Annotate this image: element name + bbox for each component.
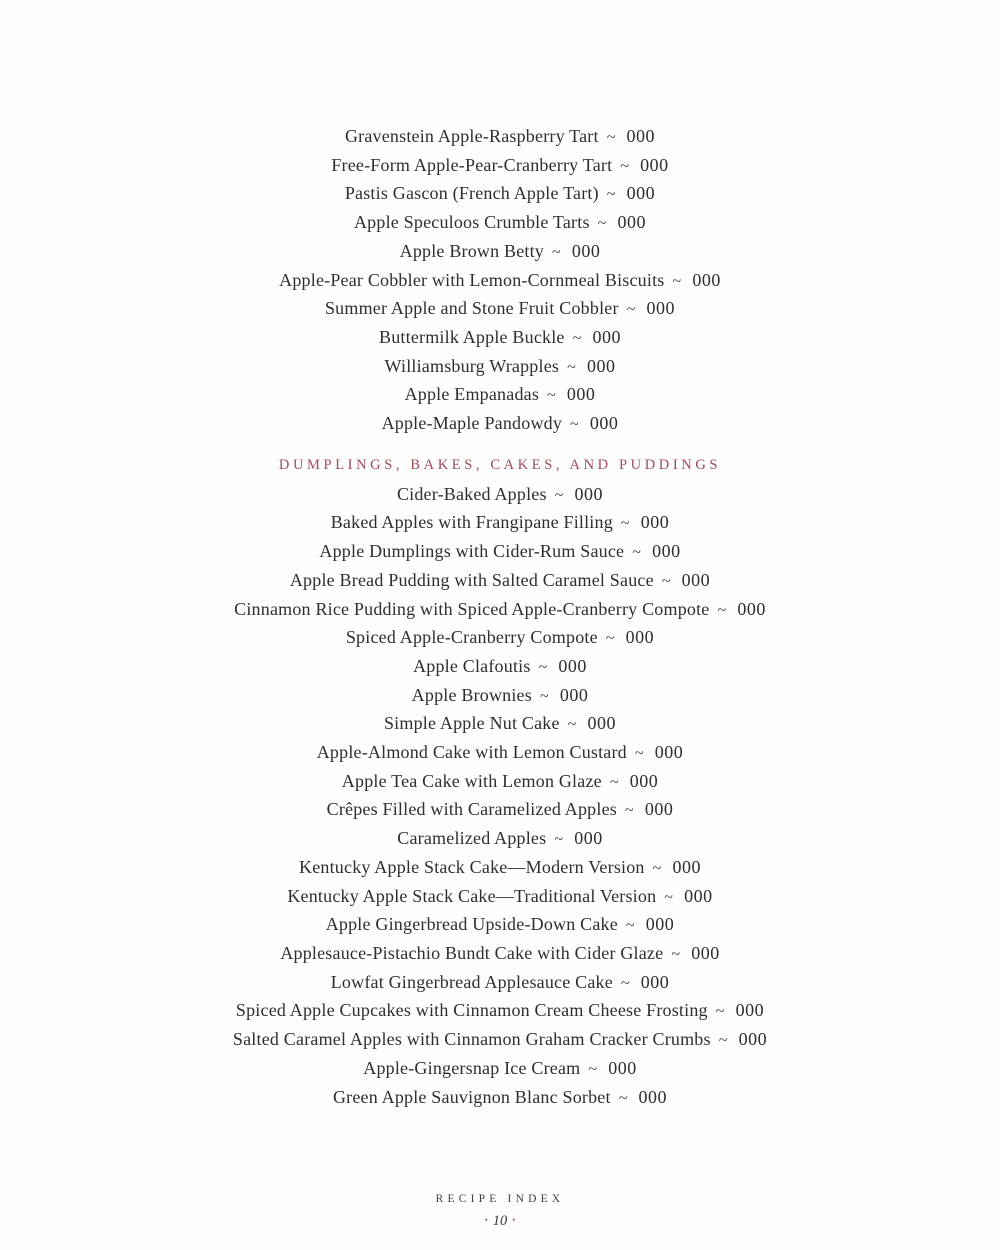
tilde-separator: ~ [554,831,564,849]
recipe-page-number: 000 [559,684,589,705]
recipe-title: Summer Apple and Stone Fruit Cobbler [324,298,619,319]
tilde-separator: ~ [625,917,635,935]
recipe-page-number: 000 [626,183,656,204]
recipe-title: Apple Brownies [411,684,532,705]
recipe-entry [0,1084,1000,1113]
recipe-page-number: 000 [617,212,647,233]
tilde-separator: ~ [606,129,616,146]
recipe-entry [0,1055,1000,1084]
recipe-entry [0,353,1000,382]
recipe-page-number: 000 [645,914,675,935]
recipe-entry [0,238,1000,267]
tilde-separator: ~ [609,773,619,791]
recipe-title: Apple Brown Betty [399,240,545,261]
recipe-title: Caramelized Apples [397,828,547,849]
recipe-title: Kentucky Apple Stack Cake—Modern Version [299,856,645,877]
recipe-page-number: 000 [692,269,721,290]
recipe-entry [0,324,1000,353]
tilde-separator: ~ [652,859,662,877]
recipe-page-number: 000 [574,483,604,504]
recipe-page-number: 000 [626,126,656,146]
recipe-entry [0,883,1000,912]
tilde-separator: ~ [661,572,671,590]
recipe-entry [0,825,1000,854]
recipe-page-number: 000 [625,627,655,648]
tilde-separator: ~ [624,802,634,820]
recipe-title: Crêpes Filled with Caramelized Apples [326,799,617,820]
folio [0,1212,1000,1230]
recipe-title: Lowfat Gingerbread Applesauce Cake [330,971,613,992]
tilde-separator: ~ [547,387,556,405]
recipe-title: Apple Speculoos Crumble Tarts [353,212,590,233]
recipe-title: Apple Bread Pudding with Salted Caramel Sauce [289,569,654,590]
recipe-page-number: 000 [587,713,617,734]
folio-dot-left: • [484,1215,488,1226]
tilde-separator: ~ [588,1060,598,1078]
recipe-title: Buttermilk Apple Buckle [379,326,565,347]
recipe-entry [0,123,1000,152]
recipe-page-number: 000 [558,655,587,676]
recipe-entry [0,997,1000,1026]
tilde-separator: ~ [717,601,727,619]
tilde-separator: ~ [626,301,636,319]
recipe-title: Salted Caramel Apples with Cinnamon Graham Cracker Crumbs [232,1029,711,1050]
recipe-entry [0,796,1000,825]
recipe-page-number: 000 [672,856,701,877]
recipe-entry [0,209,1000,238]
recipe-page-number: 000 [640,971,670,992]
running-footer-label: RECIPE INDEX [435,1193,565,1206]
recipe-page-number: 000 [592,326,621,347]
tilde-separator: ~ [567,716,577,734]
recipe-title: Apple Tea Cake with Lemon Glaze [341,770,602,791]
recipe-entry [0,481,1000,510]
tilde-separator: ~ [620,515,630,533]
recipe-entry [0,295,1000,324]
recipe-page-number: 000 [574,828,603,849]
recipe-entry [0,710,1000,739]
recipe-page-number: 000 [738,1029,768,1050]
recipe-title: Apple-Almond Cake with Lemon Custard [316,742,627,763]
recipe-title: Cider-Baked Apples [396,483,547,504]
recipe-page-number: 000 [691,942,720,963]
tilde-separator: ~ [597,215,607,233]
recipe-title: Apple-Pear Cobbler with Lemon-Cornmeal Biscuits [279,269,665,290]
tilde-separator: ~ [620,157,630,175]
recipe-entry [0,854,1000,883]
recipe-page-number: 000 [629,770,659,791]
recipe-page-number: 000 [644,799,674,820]
tilde-separator: ~ [538,658,548,676]
recipe-entry [0,768,1000,797]
recipe-page-number: 000 [608,1057,637,1078]
tilde-separator: ~ [620,974,630,992]
recipe-entry [0,381,1000,410]
tilde-separator: ~ [672,272,682,290]
recipe-title: Baked Apples with Frangipane Filling [330,512,613,533]
recipe-page-number: 000 [654,742,684,763]
recipe-entry [0,596,1000,625]
recipe-title: Apple-Gingersnap Ice Cream [363,1057,581,1078]
recipe-entry [0,682,1000,711]
folio-page-number: 10 [492,1213,508,1230]
recipe-title: Apple Clafoutis [413,655,531,676]
tilde-separator: ~ [606,186,616,204]
tilde-separator: ~ [554,486,564,504]
recipe-title: Kentucky Apple Stack Cake—Traditional Version [287,885,657,906]
recipe-entry [0,969,1000,998]
tilde-separator: ~ [570,416,579,434]
recipe-entry [0,180,1000,209]
recipe-title: Spiced Apple-Cranberry Compote [345,627,598,648]
recipe-title: Cinnamon Rice Pudding with Spiced Apple-Cranberry Compote [234,598,710,619]
recipe-entry [0,1026,1000,1055]
recipe-entry [0,911,1000,940]
recipe-entry [0,940,1000,969]
recipe-page-number: 000 [684,885,713,906]
tilde-separator: ~ [632,544,642,562]
tilde-separator: ~ [552,243,561,261]
tilde-separator: ~ [605,630,615,648]
recipe-title: Apple Empanadas [404,384,540,405]
recipe-page-number: 000 [681,569,711,590]
recipe-page-number: 000 [586,355,616,376]
recipe-entry [0,567,1000,596]
page-footer [0,1192,1000,1230]
tilde-separator: ~ [567,358,576,376]
recipe-title: Pastis Gascon (French Apple Tart) [344,183,599,204]
recipe-title: Free-Form Apple-Pear-Cranberry Tart [331,154,613,175]
recipe-page-number: 000 [566,384,596,405]
recipe-title: Apple Dumplings with Cider-Rum Sauce [319,541,625,562]
tilde-separator: ~ [539,687,549,705]
recipe-entry [0,267,1000,296]
recipe-title: Apple-Maple Pandowdy [381,413,563,434]
recipe-entry [0,509,1000,538]
recipe-entry [0,152,1000,181]
recipe-page-number: 000 [735,1000,765,1021]
recipe-page-number: 000 [589,413,619,434]
recipe-page-number: 000 [646,298,676,319]
recipe-page-number: 000 [571,240,601,261]
recipe-entry [0,653,1000,682]
folio-dot-right: • [512,1215,516,1226]
section-heading: DUMPLINGS, BAKES, CAKES, AND PUDDINGS [278,456,722,473]
recipe-title: Green Apple Sauvignon Blanc Sorbet [332,1086,611,1107]
recipe-entry [0,538,1000,567]
recipe-list-dumplings-bakes-cakes-puddings [0,481,1000,1112]
tilde-separator: ~ [718,1032,728,1050]
recipe-title: Apple Gingerbread Upside-Down Cake [325,914,618,935]
recipe-title: Applesauce-Pistachio Bundt Cake with Cider Glaze [280,942,664,963]
recipe-entry [0,410,1000,439]
tilde-separator: ~ [572,329,582,347]
tilde-separator: ~ [715,1003,725,1021]
recipe-list-continued [0,123,1000,439]
recipe-entry [0,739,1000,768]
recipe-title: Gravenstein Apple-Raspberry Tart [344,126,599,146]
recipe-entry [0,624,1000,653]
tilde-separator: ~ [664,888,674,906]
tilde-separator: ~ [671,945,681,963]
recipe-page-number: 000 [737,598,766,619]
recipe-page-number: 000 [652,541,681,562]
recipe-page-number: 000 [640,512,670,533]
tilde-separator: ~ [634,745,644,763]
recipe-title: Simple Apple Nut Cake [383,713,560,734]
recipe-title: Spiced Apple Cupcakes with Cinnamon Cream Cheese Frosting [235,1000,708,1021]
recipe-page-number: 000 [638,1086,668,1107]
tilde-separator: ~ [618,1089,628,1107]
recipe-page-number: 000 [640,154,669,175]
recipe-title: Williamsburg Wrapples [384,355,560,376]
